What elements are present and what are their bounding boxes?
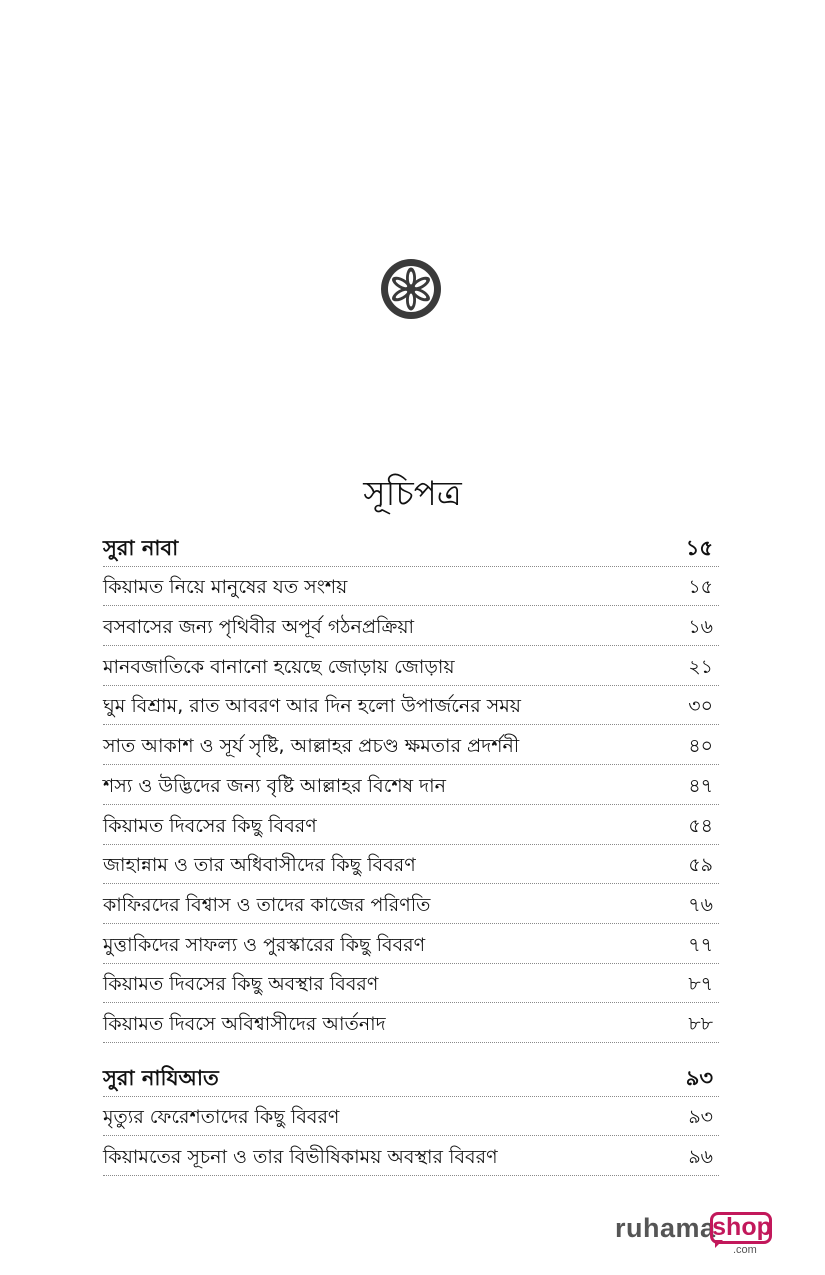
toc-page-number: ১৬ [688, 616, 713, 639]
toc-page-number: ৭৬ [688, 893, 713, 916]
toc-page-number: ২১ [688, 655, 713, 678]
toc-section-heading[interactable] [103, 527, 719, 567]
section-spacer [103, 1043, 719, 1057]
toc-entry[interactable] [103, 646, 719, 686]
logo-text-shop: shop [712, 1213, 772, 1241]
toc-entry[interactable] [103, 1097, 719, 1137]
toc-entry[interactable] [103, 1136, 719, 1176]
toc-entry-title: শস্য ও উদ্ভিদের জন্য বৃষ্টি আল্লাহর বিশেষ দান [103, 774, 446, 797]
toc-entry-title: ঘুম বিশ্রাম, রাত আবরণ আর দিন হলো উপার্জনের সময় [103, 695, 521, 718]
toc-page-number: ১৫ [685, 535, 713, 560]
toc-page-number: ৮৭ [688, 973, 713, 996]
toc-page-number: ৯৬ [688, 1146, 713, 1168]
toc-entry-title: কিয়ামত দিবসের কিছু অবস্থার বিবরণ [103, 973, 379, 996]
toc-page-number: ৩০ [688, 695, 713, 718]
toc-page-number: ৫৯ [688, 854, 713, 877]
toc-entry[interactable] [103, 686, 719, 726]
toc-page-number: ৪৭ [688, 774, 713, 797]
toc-entry-title: কিয়ামত দিবসে অবিশ্বাসীদের আর্তনাদ [103, 1012, 386, 1035]
publisher-logo [615, 1210, 785, 1258]
toc-entry[interactable] [103, 884, 719, 924]
toc-page-number: ৭৭ [688, 933, 713, 956]
toc-entry-title: মুত্তাকিদের সাফল্য ও পুরস্কারের কিছু বিবরণ [103, 933, 426, 956]
toc-entry-title: বসবাসের জন্য পৃথিবীর অপূর্ব গঠনপ্রক্রিয়া [103, 616, 415, 639]
toc-page-number: ৯৩ [688, 1106, 713, 1129]
toc-entry[interactable] [103, 567, 719, 607]
logo-text-ruhama: ruhama [615, 1213, 716, 1243]
toc-page-number: ১৫ [688, 576, 713, 599]
toc-entry[interactable] [103, 845, 719, 885]
toc-section-heading[interactable] [103, 1057, 719, 1097]
toc-entry-title: কিয়ামতের সূচনা ও তার বিভীষিকাময় অবস্থার বিবরণ [103, 1146, 498, 1168]
table-of-contents [103, 527, 719, 1176]
toc-entry[interactable] [103, 924, 719, 964]
flower-rosette-icon [380, 258, 442, 320]
toc-entry-title: জাহান্নাম ও তার অধিবাসীদের কিছু বিবরণ [103, 854, 416, 877]
toc-entry-title: কিয়ামত নিয়ে মানুষের যত সংশয় [103, 576, 348, 599]
toc-page-number: ৪০ [688, 735, 713, 758]
toc-entry-title: সাত আকাশ ও সূর্য সৃষ্টি, আল্লাহর প্রচণ্ড ক্ষমতার প্রদর্শনী [103, 735, 520, 758]
toc-entry-title: কিয়ামত দিবসের কিছু বিবরণ [103, 814, 317, 837]
toc-entry[interactable] [103, 606, 719, 646]
toc-page-number: ৯৩ [685, 1065, 713, 1090]
page-title: সূচিপত্র [363, 474, 462, 514]
toc-page-number: ৮৮ [688, 1012, 713, 1035]
toc-entry-title: মানবজাতিকে বানানো হয়েছে জোড়ায় জোড়ায় [103, 655, 455, 678]
toc-entry[interactable] [103, 805, 719, 845]
toc-entry-title: মৃত্যুর ফেরেশতাদের কিছু বিবরণ [103, 1106, 340, 1129]
toc-entry[interactable] [103, 964, 719, 1004]
toc-entry[interactable] [103, 725, 719, 765]
logo-domain: .com [733, 1244, 757, 1256]
toc-entry[interactable] [103, 1003, 719, 1043]
toc-entry-title: সুরা নাযিআত [103, 1065, 219, 1090]
toc-page-number: ৫৪ [688, 814, 713, 837]
toc-entry-title: কাফিরদের বিশ্বাস ও তাদের কাজের পরিণতি [103, 893, 431, 916]
toc-entry[interactable] [103, 765, 719, 805]
toc-entry-title: সুরা নাবা [103, 535, 179, 560]
